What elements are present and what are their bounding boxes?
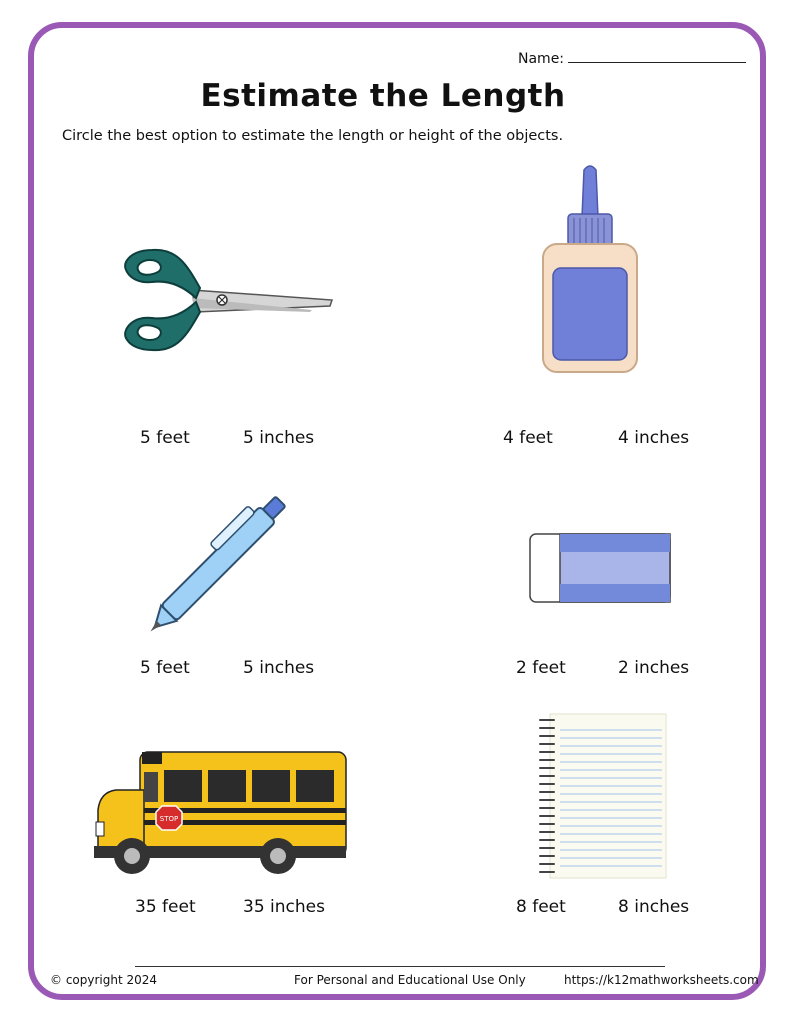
scissors-icon xyxy=(112,240,342,360)
instructions: Circle the best option to estimate the length or height of the objects. xyxy=(62,128,564,144)
footer-usage: For Personal and Educational Use Only xyxy=(294,973,526,987)
name-field[interactable] xyxy=(518,50,746,67)
name-label: Name: xyxy=(518,51,565,67)
notebook-icon xyxy=(536,712,668,880)
name-blank-line[interactable] xyxy=(568,50,746,63)
option-bus-inches[interactable]: 35 inches xyxy=(243,897,325,917)
option-bus-feet[interactable]: 35 feet xyxy=(135,897,196,917)
eraser-icon xyxy=(528,530,672,606)
option-pen-feet[interactable]: 5 feet xyxy=(140,658,190,678)
option-glue-inches[interactable]: 4 inches xyxy=(618,428,690,448)
glue-bottle-icon xyxy=(540,162,640,374)
option-notebook-feet[interactable]: 8 feet xyxy=(516,897,566,917)
school-bus-icon xyxy=(94,748,350,876)
footer-copyright: © copyright 2024 xyxy=(50,973,158,987)
option-glue-feet[interactable]: 4 feet xyxy=(503,428,553,448)
option-pen-inches[interactable]: 5 inches xyxy=(243,658,315,678)
option-notebook-inches[interactable]: 8 inches xyxy=(618,897,690,917)
footer-url[interactable]: https://k12mathworksheets.com xyxy=(564,973,759,987)
option-scissors-feet[interactable]: 5 feet xyxy=(140,428,190,448)
pen-icon xyxy=(138,480,310,635)
bus-stop-sign: STOP xyxy=(159,815,179,823)
page-title: Estimate the Length xyxy=(200,78,566,114)
footer-divider xyxy=(135,966,665,967)
option-eraser-feet[interactable]: 2 feet xyxy=(516,658,566,678)
option-scissors-inches[interactable]: 5 inches xyxy=(243,428,315,448)
option-eraser-inches[interactable]: 2 inches xyxy=(618,658,690,678)
